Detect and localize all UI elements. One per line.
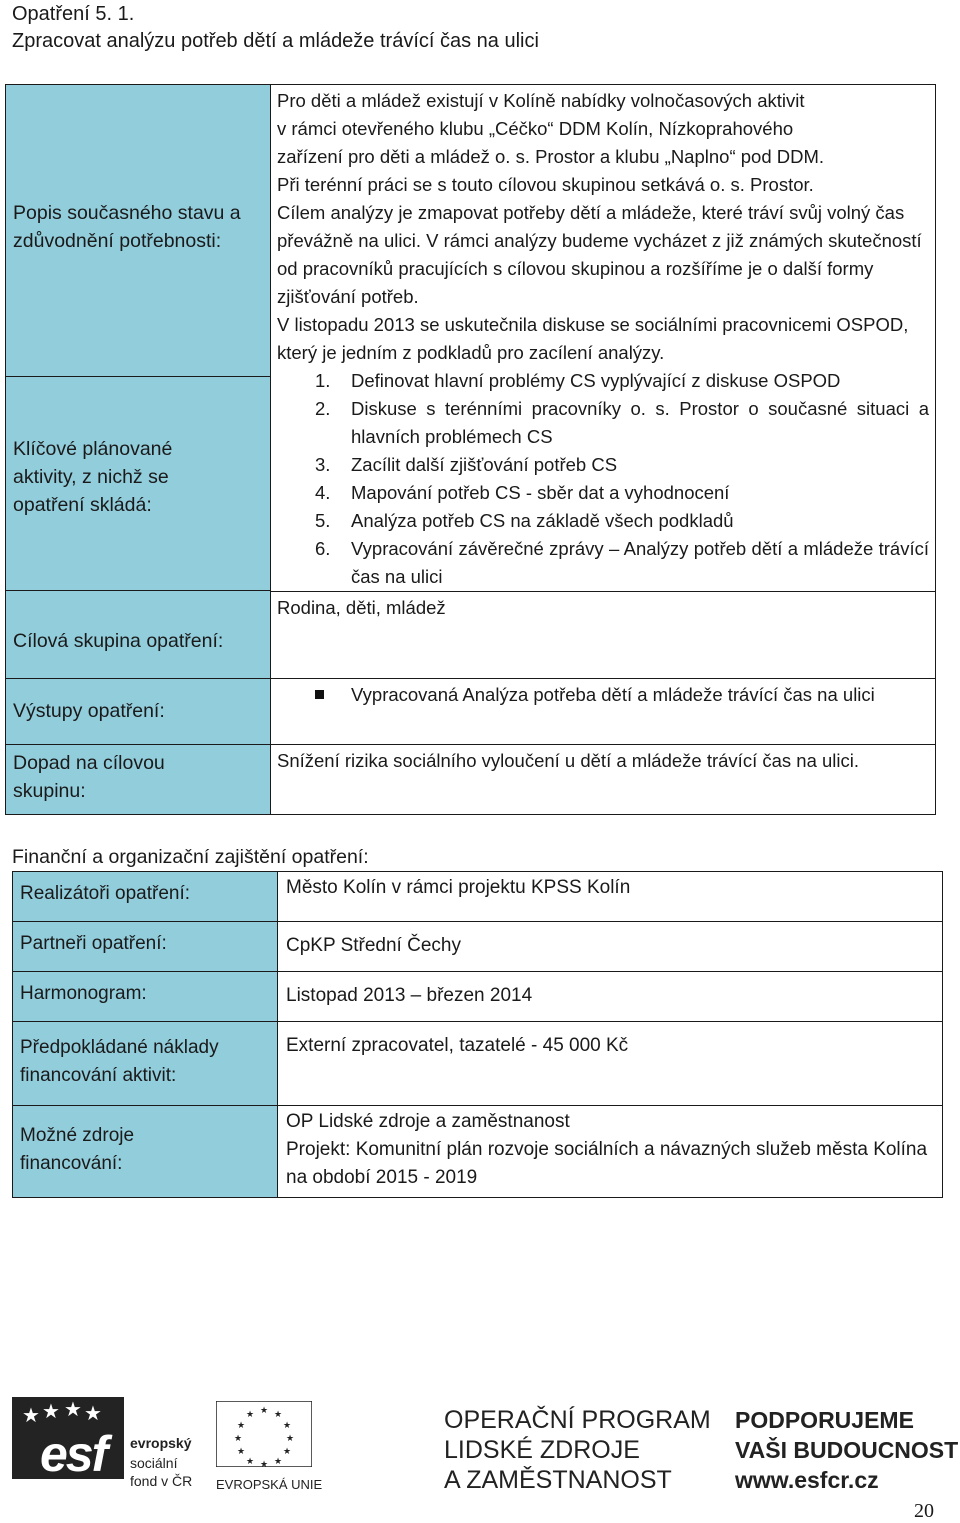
activity-item: 5. Analýza potřeb CS na základě všech podkladů xyxy=(315,510,734,531)
sources-line: Projekt: Komunitní plán rozvoje sociálních a návazných služeb města Kolína na období 2015 - 2019 xyxy=(286,1139,928,1188)
activity-item: 4. Mapování potřeb CS - sběr dat a vyhodnocení xyxy=(315,482,730,503)
activity-item: 6. Vypracování závěrečné zprávy – Analýzy potřeb dětí a mládeže trávící čas na ulici xyxy=(315,538,929,587)
key-activities-label: Klíčové plánované aktivity, z nichž se opatření skládá: xyxy=(13,438,173,516)
row-value: Externí zpracovatel, tazatelé - 45 000 Kč xyxy=(278,1022,943,1106)
row-label: Předpokládané náklady financování aktivit: xyxy=(13,1022,278,1106)
table-row xyxy=(13,1022,943,1106)
output-item: Vypracovaná Analýza potřeba dětí a mládeže trávící čas na ulici xyxy=(277,681,929,709)
sources-line: OP Lidské zdroje a zaměstnanost xyxy=(286,1111,570,1132)
current-state-label-cell xyxy=(6,85,271,377)
current-state-line: v rámci otevřeného klubu „Céčko“ DDM Kolín, Nízkoprahového xyxy=(277,118,794,139)
bullet-square-icon xyxy=(315,690,324,699)
eu-caption: EVROPSKÁ UNIE xyxy=(216,1477,323,1492)
outputs-label: Výstupy opatření: xyxy=(13,700,165,722)
target-group-label: Cílová skupina opatření: xyxy=(13,630,224,652)
current-state-line: zařízení pro děti a mládež o. s. Prostor a klubu „Naplno“ pod DDM. xyxy=(277,146,825,167)
activity-item: 3. Zacílit další zjišťování potřeb CS xyxy=(315,454,618,475)
activity-item: 1. Definovat hlavní problémy CS vyplývající z diskuse OSPOD xyxy=(315,370,841,391)
row-value: CpKP Střední Čechy xyxy=(278,922,943,972)
esf-logo: ★ ★ ★ ★ esf xyxy=(12,1397,124,1479)
program-line: LIDSKÉ ZDROJE xyxy=(444,1436,640,1464)
discussion-paragraph: V listopadu 2013 se uskutečnila diskuse se sociálními pracovnicemi OSPOD, který je jedním z podkladů pro zacílení analýzy. xyxy=(277,314,909,363)
impact-value: Snížení rizika sociálního vyloučení u dětí a mládeže trávící čas na ulici. xyxy=(277,750,860,771)
impact-label-cell xyxy=(6,745,271,815)
current-state-line: Pro děti a mládež existují v Kolíně nabídky volnočasových aktivit xyxy=(277,90,805,111)
website-link[interactable]: www.esfcr.cz xyxy=(735,1467,879,1493)
slogan-line: PODPORUJEME xyxy=(735,1407,914,1433)
target-group-value: Rodina, děti, mládež xyxy=(271,591,935,622)
svg-text:★: ★ xyxy=(236,1446,246,1456)
page-number: 20 xyxy=(914,1500,934,1522)
current-state-line: Při terénní práci se s touto cílovou skupinou setkává o. s. Prostor. xyxy=(277,174,814,195)
program-line: A ZAMĚSTNANOST xyxy=(444,1466,672,1494)
table-row xyxy=(13,1106,943,1198)
table-row xyxy=(13,872,943,922)
row-value xyxy=(278,1106,943,1198)
activity-item: 2. Diskuse s terénními pracovníky o. s. Prostor o současné situaci a hlavních problémech CS xyxy=(315,398,929,447)
analysis-paragraph: Cílem analýzy je zmapovat potřeby dětí a mládeže, které tráví svůj volný čas převážně na ulici. V rámci analýzy budeme vycházet z již známých skutečností od pracovníků pracujících s cílovou skupinou a rozšíříme je o další formy zjišťování potřeb. xyxy=(277,202,922,307)
eu-flag-icon xyxy=(216,1401,312,1467)
current-state-text xyxy=(277,87,929,199)
impact-cell xyxy=(271,745,936,815)
financial-table xyxy=(12,871,943,1198)
row-label: Realizátoři opatření: xyxy=(13,872,278,922)
svg-text:★: ★ xyxy=(259,1405,269,1415)
svg-text:★: ★ xyxy=(259,1459,269,1467)
table-row xyxy=(13,922,943,972)
outputs-cell xyxy=(271,679,936,745)
footer-logos xyxy=(0,1385,960,1523)
svg-text:★: ★ xyxy=(236,1420,246,1430)
measure-title: Zpracovat analýzu potřeb dětí a mládeže trávící čas na ulici xyxy=(12,30,539,52)
row-label: Harmonogram: xyxy=(13,972,278,1022)
financial-section-title: Finanční a organizační zajištění opatření: xyxy=(12,846,369,868)
measure-number: Opatření 5. 1. xyxy=(12,3,135,25)
table-row xyxy=(13,972,943,1022)
esf-caption: sociální xyxy=(130,1455,178,1471)
esf-caption: fond v ČR xyxy=(130,1473,193,1489)
measure-content-cell xyxy=(271,85,936,679)
svg-text:★: ★ xyxy=(233,1433,243,1443)
program-line: OPERAČNÍ PROGRAM xyxy=(444,1406,711,1434)
row-label: Partneři opatření: xyxy=(13,922,278,972)
measure-table xyxy=(5,84,936,815)
esf-caption: evropský xyxy=(130,1435,192,1451)
svg-text:★: ★ xyxy=(245,1409,255,1419)
svg-text:★: ★ xyxy=(273,1456,283,1466)
key-activities-label-cell xyxy=(6,377,271,591)
svg-text:★: ★ xyxy=(282,1446,292,1456)
row-value: Listopad 2013 – březen 2014 xyxy=(278,972,943,1022)
row-label: Možné zdroje financování: xyxy=(13,1106,278,1198)
target-group-label-cell xyxy=(6,591,271,679)
activity-list xyxy=(277,367,929,591)
impact-label: Dopad na cílovou skupinu: xyxy=(13,752,165,802)
svg-text:★: ★ xyxy=(282,1420,292,1430)
svg-text:★: ★ xyxy=(245,1456,255,1466)
slogan-line: VAŠI BUDOUCNOST xyxy=(735,1437,959,1463)
outputs-label-cell xyxy=(6,679,271,745)
row-value: Město Kolín v rámci projektu KPSS Kolín xyxy=(278,872,943,922)
svg-text:★: ★ xyxy=(285,1433,295,1443)
svg-text:★: ★ xyxy=(273,1409,283,1419)
current-state-label: Popis současného stavu a zdůvodnění potřebnosti: xyxy=(13,202,241,252)
esf-logo-text: esf xyxy=(40,1426,107,1482)
